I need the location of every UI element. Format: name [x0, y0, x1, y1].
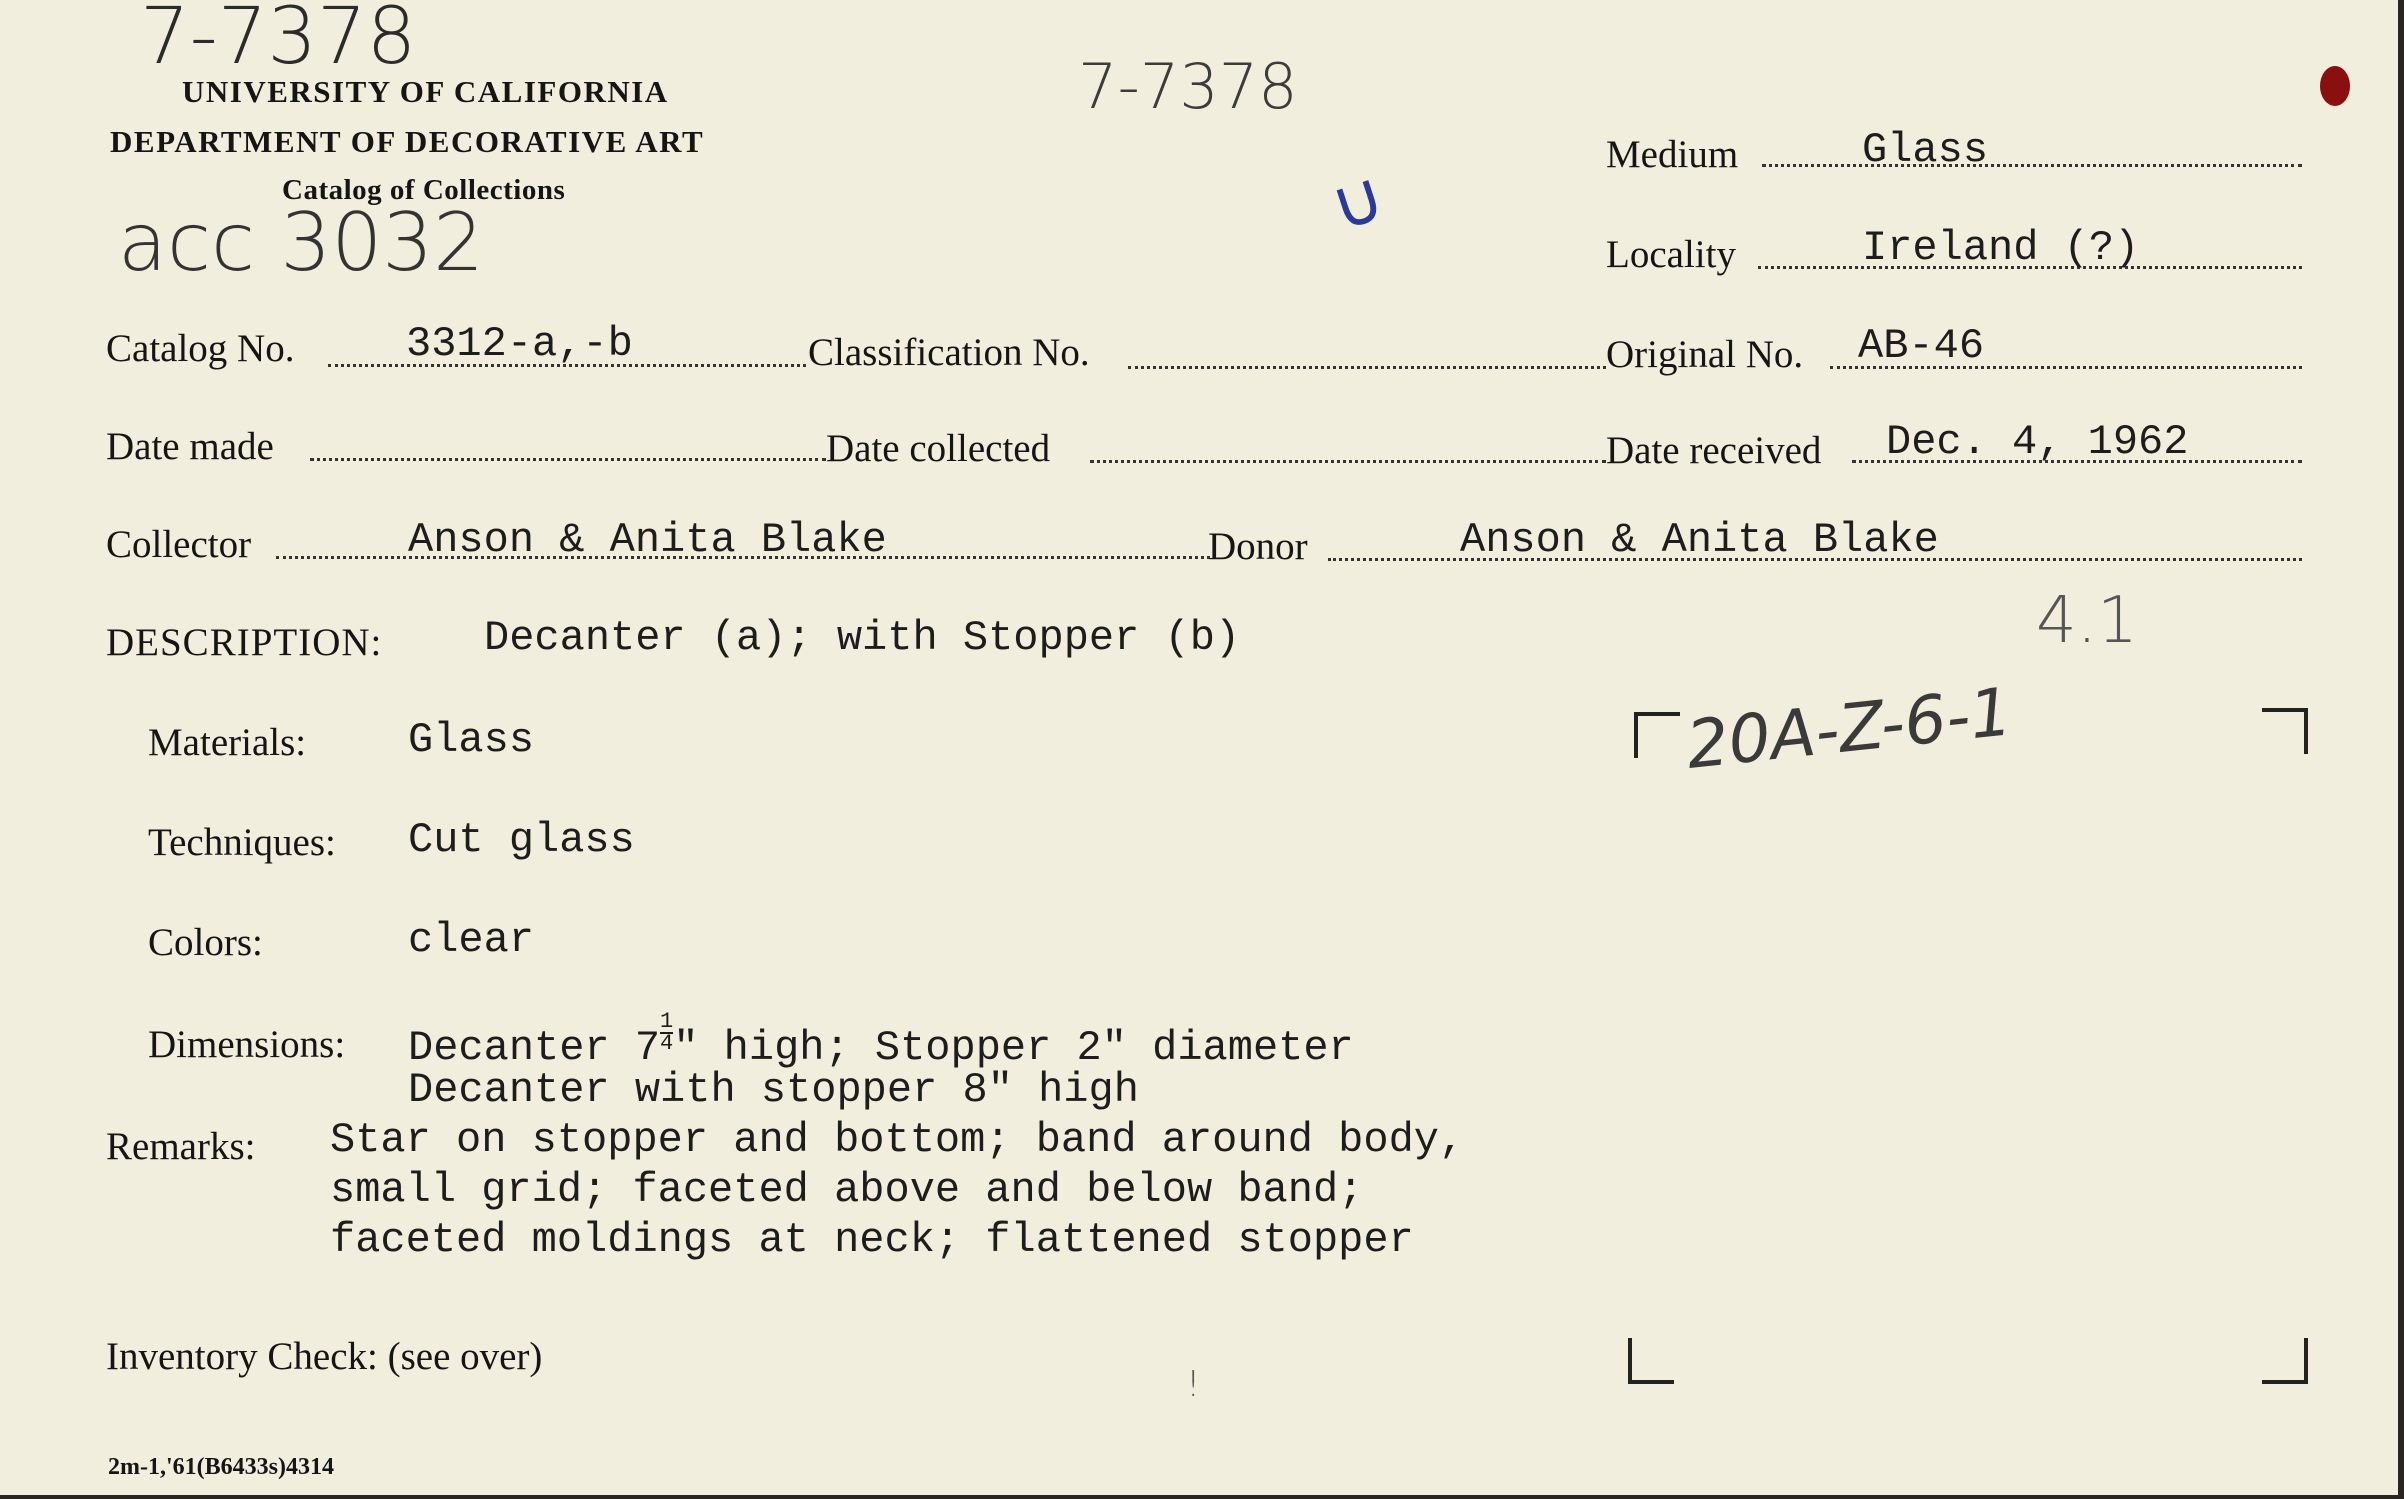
blue-check-mark: ∪ [1320, 154, 1395, 248]
bracket-top-left [1634, 712, 1680, 758]
collector-label: Collector [106, 523, 252, 566]
description-label: DESCRIPTION: [106, 621, 383, 664]
donor-value: Anson & Anita Blake [1460, 516, 1939, 564]
handwritten-acc-number: acc 3032 [118, 196, 485, 289]
date-collected-label: Date collected [826, 427, 1051, 470]
description-value: Decanter (a); with Stopper (b) [484, 614, 1241, 662]
remarks-label: Remarks: [106, 1125, 256, 1168]
dimensions-line-2: Decanter with stopper 8" high [408, 1066, 1139, 1114]
medium-line [1762, 164, 2302, 167]
inventory-check-label: Inventory Check: (see over) [106, 1335, 543, 1378]
classification-no-line [1128, 366, 1606, 369]
header-university: UNIVERSITY OF CALIFORNIA [182, 74, 669, 109]
stray-pencil-mark: ! [1186, 1364, 1201, 1405]
date-received-value: Dec. 4, 1962 [1886, 418, 2189, 466]
dimensions-line-1 [408, 1009, 1354, 1072]
catalog-no-label: Catalog No. [106, 327, 295, 370]
date-received-label: Date received [1606, 429, 1822, 472]
handwritten-location-code: 20A-Z-6-1 [1682, 673, 2016, 784]
handwritten-mid-number: 7-7378 [1078, 50, 1298, 123]
remarks-line-2: small grid; faceted above and below band; [330, 1166, 1364, 1214]
handwritten-top-number: 7-7378 [140, 0, 417, 82]
collector-value: Anson & Anita Blake [408, 516, 887, 564]
catalog-no-value: 3312-a,-b [406, 320, 633, 368]
dimensions-fraction [660, 1009, 674, 1056]
red-dot-marker [2320, 66, 2350, 106]
original-no-value: AB-46 [1858, 322, 1985, 370]
print-code: 2m-1,'61(B6433s)4314 [108, 1454, 334, 1480]
fraction-denominator: 4 [660, 1031, 674, 1056]
locality-label: Locality [1606, 233, 1736, 276]
original-no-label: Original No. [1606, 333, 1804, 376]
remarks-line-3: faceted moldings at neck; flattened stopper [330, 1216, 1414, 1264]
materials-value: Glass [408, 716, 535, 764]
header-department: DEPARTMENT OF DECORATIVE ART [110, 124, 705, 159]
bracket-bottom-right [2262, 1338, 2308, 1384]
locality-value: Ireland (?) [1862, 224, 2140, 272]
techniques-value: Cut glass [408, 816, 635, 864]
medium-value: Glass [1862, 126, 1989, 174]
donor-label: Donor [1208, 525, 1308, 568]
medium-label: Medium [1606, 133, 1739, 176]
handwritten-shelf-note: 4.1 [2036, 584, 2138, 658]
classification-no-label: Classification No. [808, 331, 1090, 374]
date-made-label: Date made [106, 425, 274, 468]
bracket-top-right [2262, 708, 2308, 754]
colors-label: Colors: [148, 921, 263, 964]
fraction-numerator: 1 [660, 1009, 674, 1034]
bracket-bottom-left [1628, 1338, 1674, 1384]
date-made-line [310, 458, 826, 461]
colors-value: clear [408, 916, 535, 964]
date-collected-line [1090, 460, 1606, 463]
materials-label: Materials: [148, 721, 307, 764]
dimensions-line-1-start: Decanter 7 [408, 1024, 661, 1072]
header-catalog-of-collections: Catalog of Collections [282, 174, 566, 206]
remarks-line-1: Star on stopper and bottom; band around body, [330, 1116, 1465, 1164]
dimensions-line-1-end: " high; Stopper 2" diameter [673, 1024, 1354, 1072]
techniques-label: Techniques: [148, 821, 336, 864]
dimensions-label: Dimensions: [148, 1023, 346, 1066]
